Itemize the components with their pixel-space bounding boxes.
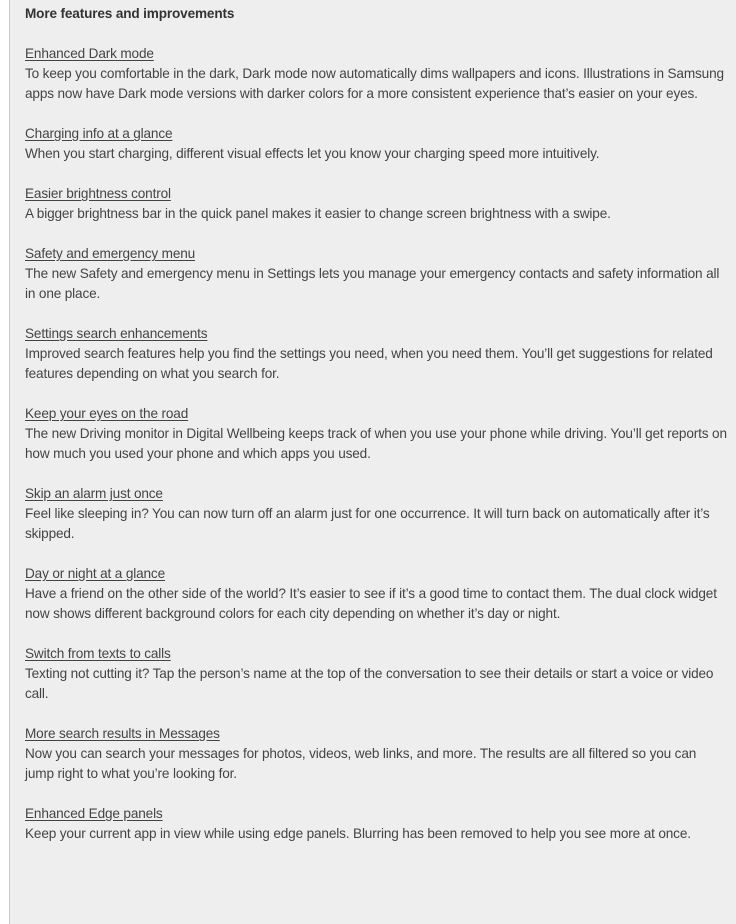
feature-item (25, 404, 727, 464)
feature-heading-link[interactable]: Switch from texts to calls (25, 646, 171, 661)
feature-item (25, 484, 727, 544)
feature-item (25, 124, 727, 164)
feature-item (25, 244, 727, 304)
feature-description: Now you can search your messages for photos, videos, web links, and more. The results are all filtered so you can jump right to what you’re looking for. (25, 746, 697, 781)
feature-description: To keep you comfortable in the dark, Dark mode now automatically dims wallpapers and icons. Illustrations in Samsung apps now have Dark mode versions with darker colors for a more consistent experience that’s easier on your eyes. (25, 66, 724, 101)
feature-item (25, 44, 727, 104)
release-notes-panel (9, 0, 736, 924)
feature-item (25, 724, 727, 784)
feature-heading-link[interactable]: Safety and emergency menu (25, 246, 196, 261)
feature-heading-link[interactable]: More search results in Messages (25, 726, 220, 741)
feature-description: Feel like sleeping in? You can now turn off an alarm just for one occurrence. It will turn back on automatically after it’s skipped. (25, 506, 710, 541)
feature-heading-link[interactable]: Skip an alarm just once (25, 486, 163, 501)
feature-heading-link[interactable]: Keep your eyes on the road (25, 406, 189, 421)
feature-description: When you start charging, different visual effects let you know your charging speed more intuitively. (25, 146, 600, 161)
feature-heading-link[interactable]: Day or night at a glance (25, 566, 165, 581)
section-title: More features and improvements (25, 6, 235, 21)
feature-heading-link[interactable]: Easier brightness control (25, 186, 171, 201)
feature-heading-link[interactable]: Settings search enhancements (25, 326, 208, 341)
feature-description: Texting not cutting it? Tap the person’s name at the top of the conversation to see their details or start a voice or video call. (25, 666, 714, 701)
feature-item (25, 184, 727, 224)
feature-item (25, 644, 727, 704)
feature-description: Have a friend on the other side of the world? It’s easier to see if it’s a good time to contact them. The dual clock widget now shows different background colors for each city depending on whether it’s day or night. (25, 586, 717, 621)
feature-heading-link[interactable]: Enhanced Edge panels (25, 806, 163, 821)
feature-description: Keep your current app in view while using edge panels. Blurring has been removed to help you see more at once. (25, 826, 691, 841)
feature-description: The new Safety and emergency menu in Settings lets you manage your emergency contacts and safety information all in one place. (25, 266, 720, 301)
feature-heading-link[interactable]: Enhanced Dark mode (25, 46, 154, 61)
feature-description: The new Driving monitor in Digital Wellbeing keeps track of when you use your phone while driving. You’ll get reports on how much you used your phone and which apps you used. (25, 426, 727, 461)
feature-item (25, 324, 727, 384)
feature-description: Improved search features help you find the settings you need, when you need them. You’ll get suggestions for related features depending on what you search for. (25, 346, 713, 381)
feature-item (25, 564, 727, 624)
feature-item (25, 804, 727, 844)
feature-description: A bigger brightness bar in the quick panel makes it easier to change screen brightness with a swipe. (25, 206, 611, 221)
feature-heading-link[interactable]: Charging info at a glance (25, 126, 173, 141)
